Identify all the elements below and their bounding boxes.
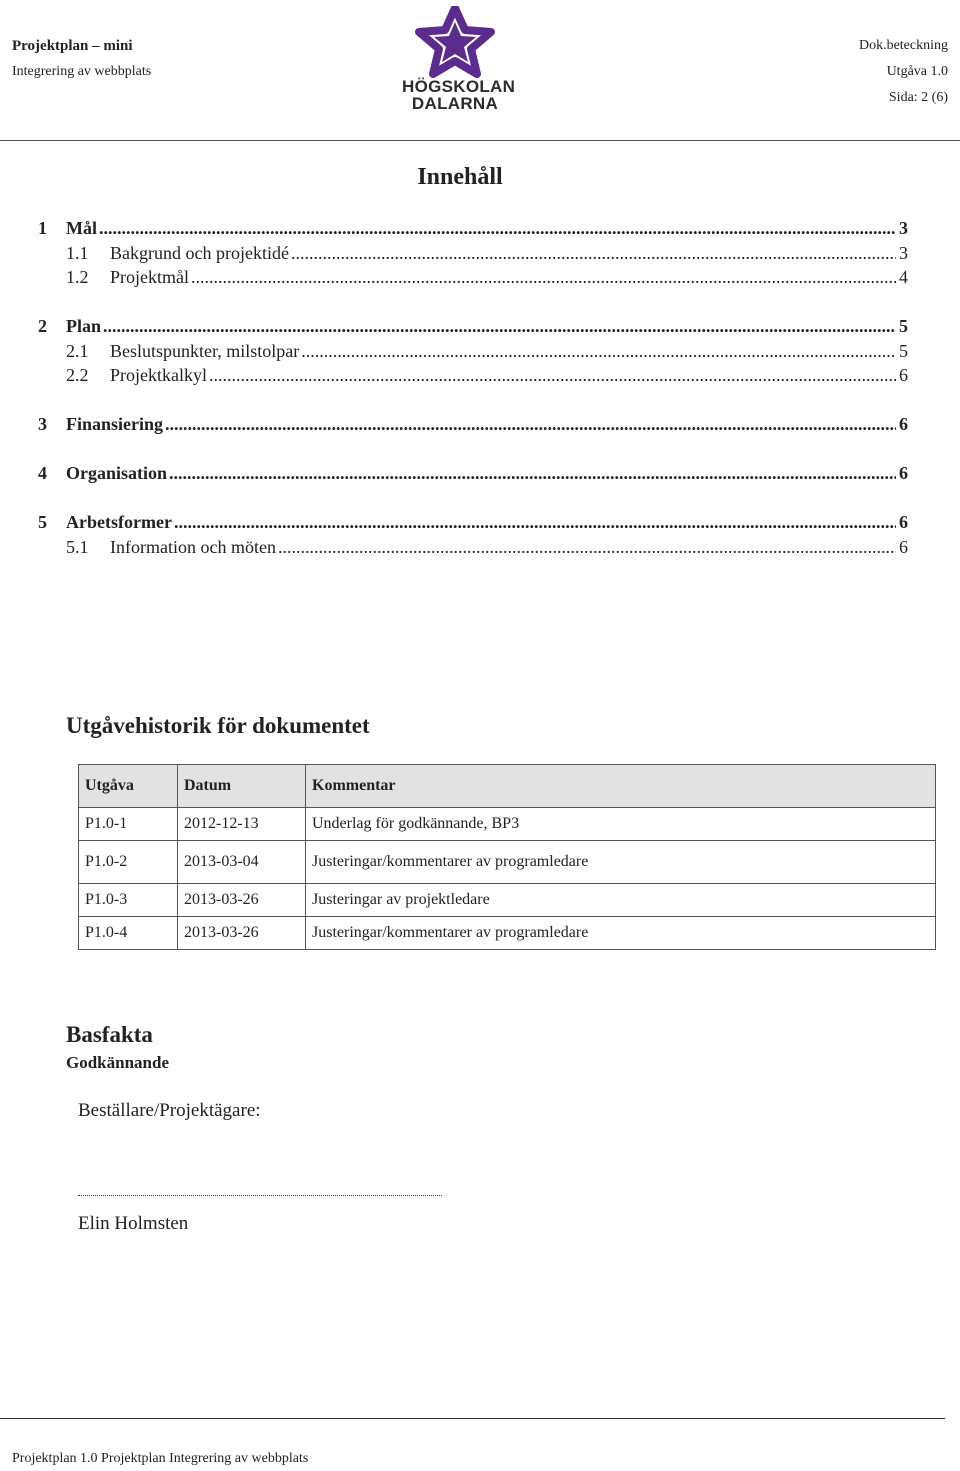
toc-entry[interactable]: [38, 512, 908, 533]
toc-page: 6: [899, 365, 908, 385]
toc-title: Innehåll: [417, 164, 503, 190]
toc-leader: [191, 267, 896, 288]
history-comment: Justeringar/kommentarer av programledare: [306, 917, 936, 950]
toc-number: 1.1: [66, 243, 89, 263]
history-date: 2012-12-13: [178, 808, 306, 841]
toc-leader: [169, 463, 896, 484]
toc-leader: [291, 243, 896, 264]
toc-leader: [103, 316, 896, 337]
toc-number: 4: [38, 463, 47, 483]
history-version: P1.0-2: [79, 841, 178, 884]
toc-label: Organisation: [66, 463, 168, 483]
history-date: 2013-03-26: [178, 917, 306, 950]
toc-entry[interactable]: [66, 537, 908, 558]
history-version: P1.0-1: [79, 808, 178, 841]
table-row: [79, 917, 936, 950]
table-row: [79, 841, 936, 884]
toc-page: 6: [899, 537, 908, 557]
table-row: [79, 884, 936, 917]
logo-text-line2: DALARNA: [411, 94, 499, 113]
approval-subtitle: Godkännande: [66, 1053, 169, 1072]
toc-entry[interactable]: [38, 414, 908, 435]
toc-leader: [301, 341, 896, 362]
history-date: 2013-03-26: [178, 884, 306, 917]
history-table: [78, 764, 936, 950]
header-version: Utgåva 1.0: [886, 64, 948, 79]
history-header-comment: Kommentar: [306, 765, 936, 808]
history-header-row: [79, 765, 936, 808]
history-comment: Justeringar/kommentarer av programledare: [306, 841, 936, 884]
toc-entry[interactable]: [66, 341, 908, 362]
history-comment: Underlag för godkännande, BP3: [306, 808, 936, 841]
toc-number: 2.1: [66, 341, 89, 361]
history-version: P1.0-4: [79, 917, 178, 950]
history-header-date: Datum: [178, 765, 306, 808]
history-date: 2013-03-04: [178, 841, 306, 884]
toc-page: 6: [899, 414, 908, 434]
toc-label: Mål: [66, 218, 97, 238]
history-comment: Justeringar av projektledare: [306, 884, 936, 917]
toc-leader: [99, 218, 896, 239]
toc-label: Projektkalkyl: [110, 365, 207, 385]
toc-page: 6: [899, 512, 908, 532]
university-logo: [402, 6, 516, 118]
toc-number: 5: [38, 512, 47, 532]
toc-page: 3: [899, 243, 908, 263]
toc-page: 4: [899, 267, 908, 287]
toc-entry[interactable]: [38, 218, 908, 239]
toc-label: Projektmål: [110, 267, 189, 287]
history-version: P1.0-3: [79, 884, 178, 917]
toc-number: 5.1: [66, 537, 89, 557]
logo-text-line1: HÖGSKOLAN: [402, 77, 516, 96]
toc-leader: [278, 537, 896, 558]
header-divider: [0, 140, 960, 141]
star-logo-icon: [413, 6, 497, 78]
toc-page: 3: [899, 218, 908, 238]
toc-leader: [174, 512, 896, 533]
toc-number: 1: [38, 218, 47, 238]
toc-entry[interactable]: [38, 463, 908, 484]
toc-number: 1.2: [66, 267, 89, 287]
basfakta-title: Basfakta: [66, 1022, 153, 1047]
header-doc-id-label: Dok.beteckning: [858, 38, 948, 53]
history-title: Utgåvehistorik för dokumentet: [66, 713, 370, 738]
toc-leader: [209, 365, 896, 386]
signer-name: Elin Holmsten: [78, 1213, 189, 1234]
toc-page: 6: [899, 463, 908, 483]
orderer-label: Beställare/Projektägare:: [78, 1100, 261, 1121]
table-row: [79, 808, 936, 841]
toc-page: 5: [899, 316, 908, 336]
footer-divider: [0, 1418, 945, 1419]
toc-label: Information och möten: [110, 537, 276, 557]
toc-label: Plan: [66, 316, 102, 336]
toc-label: Finansiering: [66, 414, 164, 434]
toc-number: 3: [38, 414, 47, 434]
toc-page: 5: [899, 341, 908, 361]
toc-entry[interactable]: [66, 267, 908, 288]
toc-leader: [165, 414, 896, 435]
toc-number: 2.2: [66, 365, 89, 385]
signature-line: [78, 1195, 442, 1196]
footer-text: Projektplan 1.0 Projektplan Integrering av webbplats: [12, 1451, 309, 1466]
header-page-number: Sida: 2 (6): [888, 90, 948, 105]
toc-label: Bakgrund och projektidé: [110, 243, 289, 263]
toc-number: 2: [38, 316, 47, 336]
toc-entry[interactable]: [66, 365, 908, 386]
header-doc-title: Projektplan – mini: [12, 38, 133, 54]
toc-label: Beslutspunkter, milstolpar: [110, 341, 300, 361]
toc-label: Arbetsformer: [66, 512, 172, 532]
toc-entry[interactable]: [38, 316, 908, 337]
header-project-name: Integrering av webbplats: [12, 64, 152, 79]
history-header-version: Utgåva: [79, 765, 178, 808]
toc-entry[interactable]: [66, 243, 908, 264]
